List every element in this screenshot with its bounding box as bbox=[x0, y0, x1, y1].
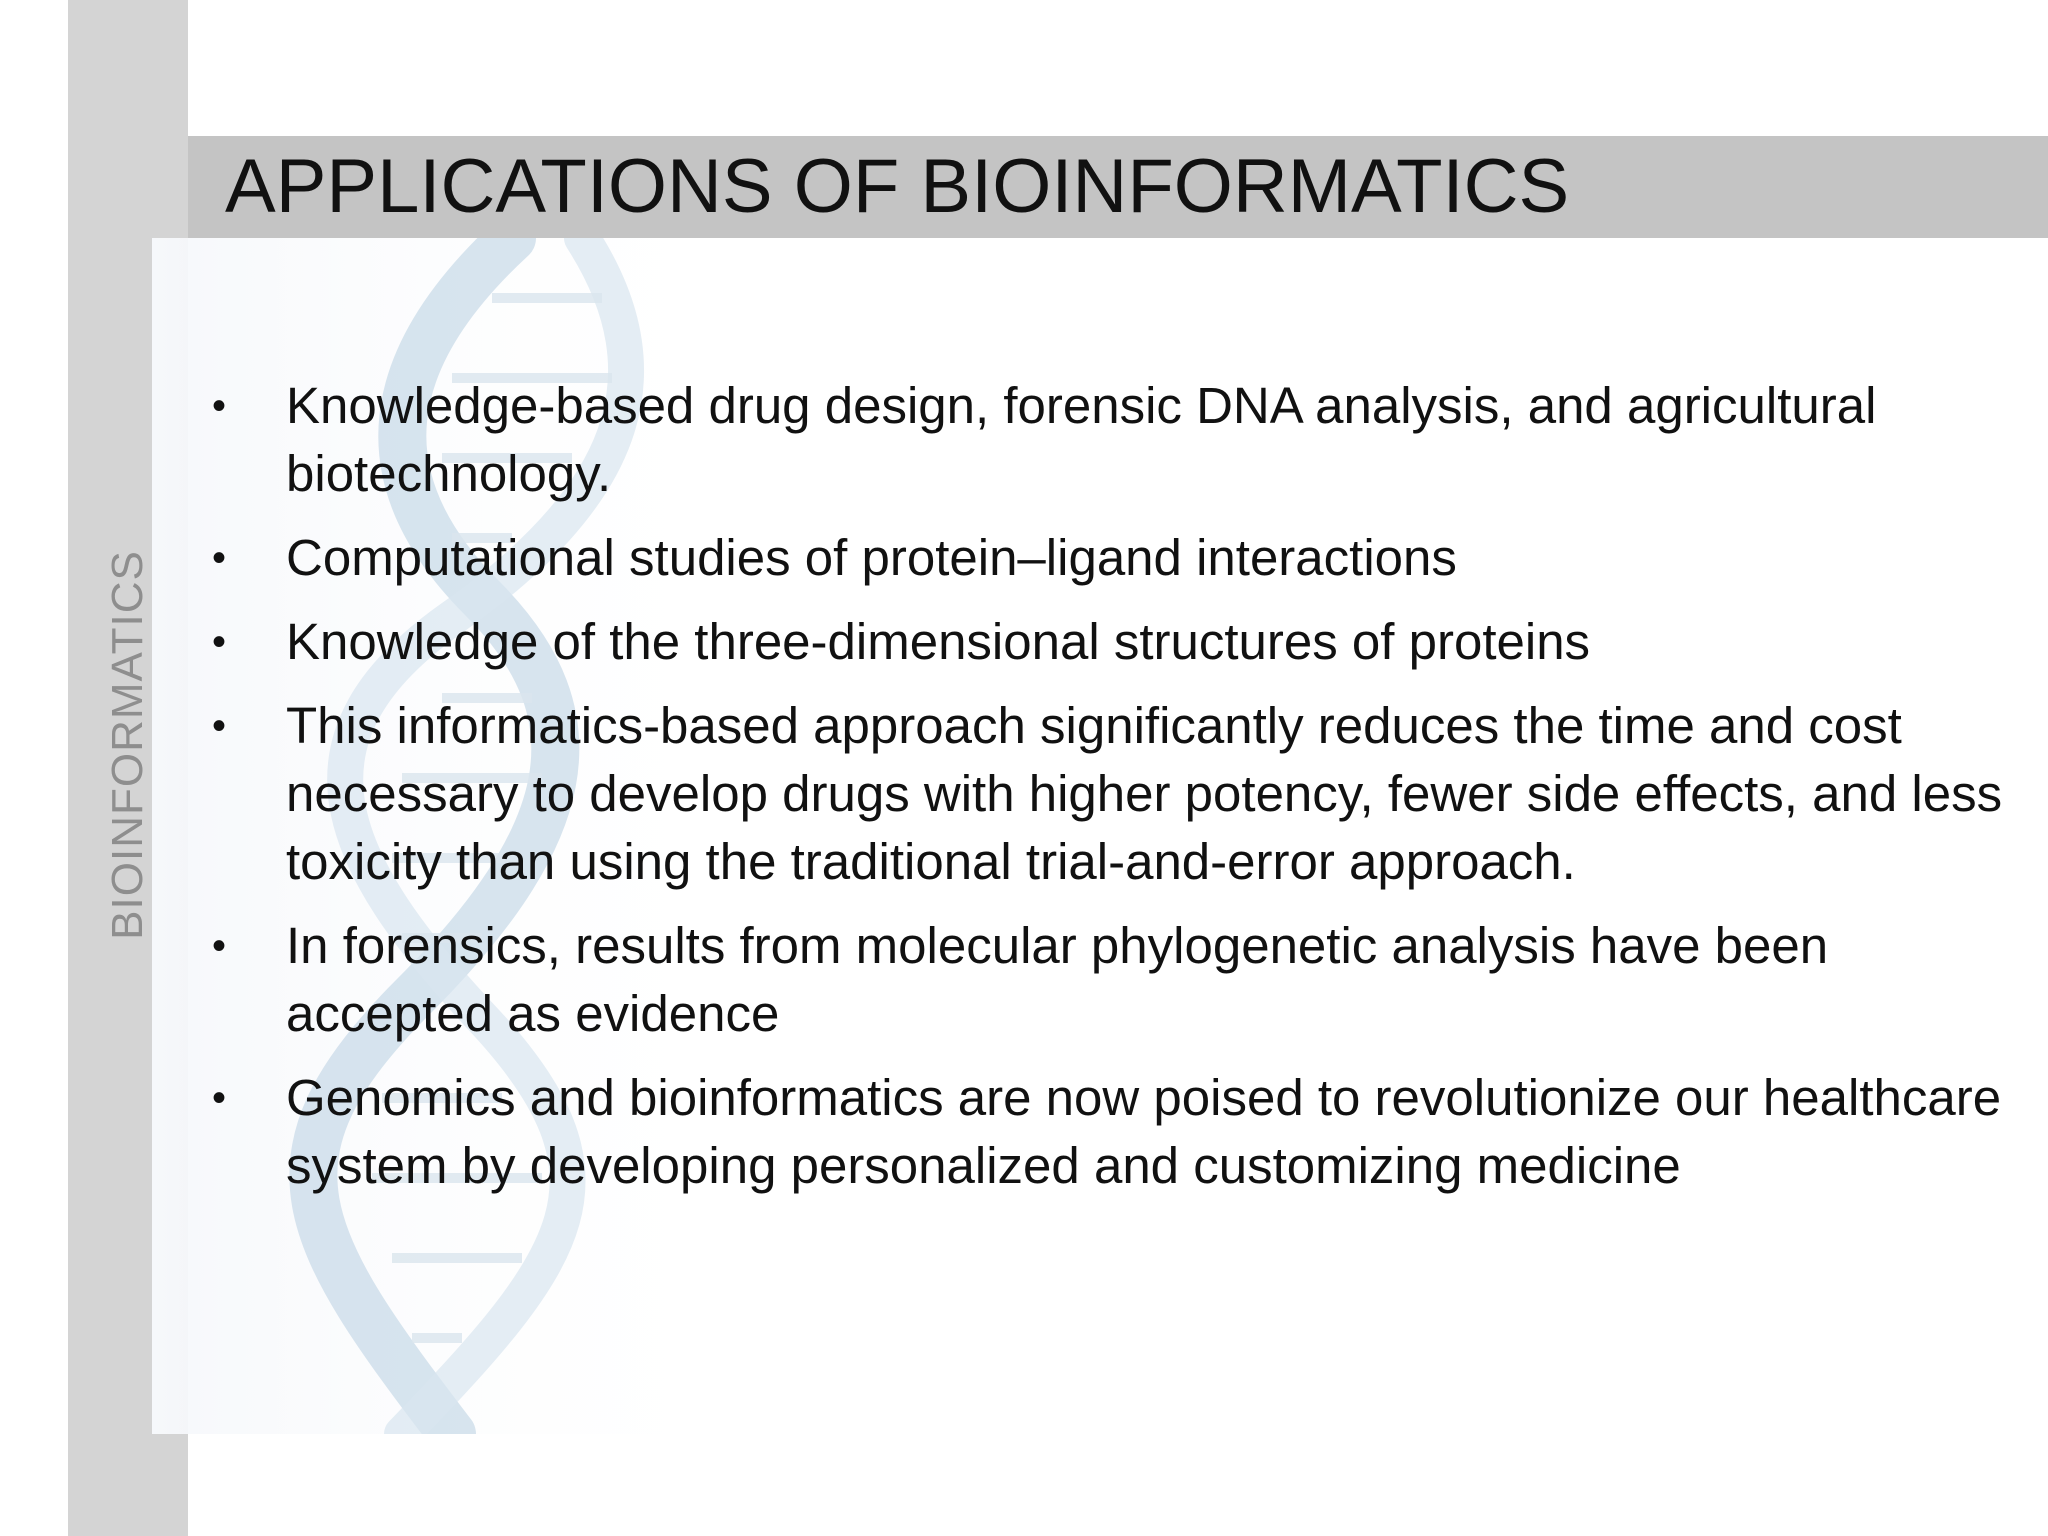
list-item bbox=[200, 524, 2020, 592]
bullet-dot: • bbox=[212, 384, 227, 428]
list-item bbox=[200, 1064, 2020, 1200]
bullet-dot: • bbox=[212, 620, 227, 664]
bullet-dot: • bbox=[212, 924, 227, 968]
slide-title: APPLICATIONS OF BIOINFORMATICS bbox=[225, 144, 1570, 229]
bullet-text: In forensics, results from molecular phylogenetic analysis have been accepted as evidence bbox=[286, 917, 1829, 1042]
bullet-text: Knowledge-based drug design, forensic DNA analysis, and agricultural biotechnology. bbox=[286, 377, 1877, 502]
bullet-dot: • bbox=[212, 704, 227, 748]
list-item bbox=[200, 608, 2020, 676]
bullet-list bbox=[200, 372, 2020, 1216]
bullet-text: Computational studies of protein–ligand interactions bbox=[286, 529, 1457, 586]
bullet-dot: • bbox=[212, 536, 227, 580]
list-item bbox=[200, 912, 2020, 1048]
list-item bbox=[200, 372, 2020, 508]
bullet-text: This informatics-based approach significantly reduces the time and cost necessary to develop drugs with higher potency, fewer side effects, and less toxicity than using the traditional trial-and-error approach. bbox=[286, 697, 2003, 890]
bullet-text: Genomics and bioinformatics are now poised to revolutionize our healthcare system by developing personalized and customizing medicine bbox=[286, 1069, 2002, 1194]
bullet-dot: • bbox=[212, 1076, 227, 1120]
side-label: BIOINFORMATICS bbox=[103, 550, 152, 940]
bullet-text: Knowledge of the three-dimensional structures of proteins bbox=[286, 613, 1591, 670]
list-item bbox=[200, 692, 2020, 896]
